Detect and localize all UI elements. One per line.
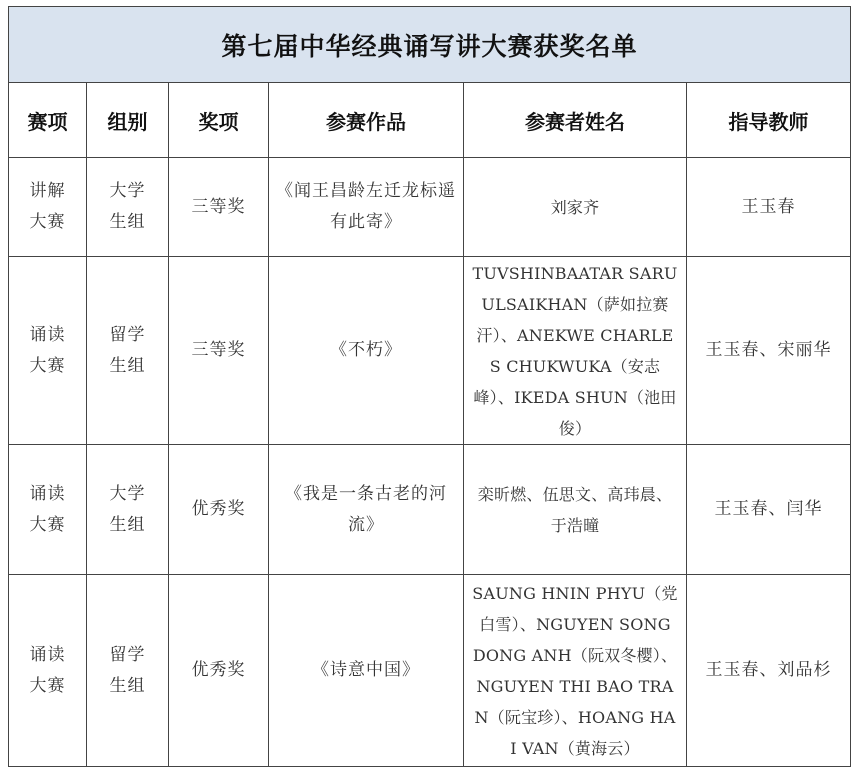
work-cell	[269, 445, 464, 575]
work-cell	[269, 257, 464, 445]
award-cell	[169, 445, 269, 575]
participants-text: 栾昕燃、伍思文、高玮晨、于浩曈	[477, 484, 673, 535]
teacher-cell	[687, 158, 851, 257]
column-header-award: 奖项	[169, 83, 269, 158]
award-cell	[169, 575, 269, 767]
table-row	[9, 575, 851, 767]
award-cell	[169, 257, 269, 445]
title-row	[9, 7, 851, 83]
header-row	[9, 83, 851, 158]
table-row	[9, 257, 851, 445]
event-text: 诵读大赛	[29, 483, 66, 535]
award-list-document	[8, 6, 850, 767]
column-header-participants: 参赛者姓名	[464, 83, 687, 158]
event-cell	[9, 257, 87, 445]
participants-cell	[464, 575, 687, 767]
column-header-event: 赛项	[9, 83, 87, 158]
column-header-teacher: 指导教师	[687, 83, 851, 158]
teacher-cell	[687, 575, 851, 767]
event-cell	[9, 575, 87, 767]
group-cell	[87, 158, 169, 257]
event-text: 诵读大赛	[29, 324, 66, 376]
group-text: 留学生组	[109, 644, 146, 696]
award-text: 三等奖	[191, 196, 246, 217]
group-cell	[87, 575, 169, 767]
work-text: 《我是一条古老的河流》	[285, 483, 447, 535]
teacher-cell	[687, 257, 851, 445]
event-cell	[9, 158, 87, 257]
group-text: 大学生组	[109, 181, 146, 232]
work-text: 《诗意中国》	[312, 660, 420, 680]
group-text: 留学生组	[109, 324, 146, 376]
teacher-text: 王玉春	[741, 196, 796, 217]
group-text: 大学生组	[109, 483, 146, 535]
work-cell	[269, 158, 464, 257]
group-cell	[87, 257, 169, 445]
work-text: 《闻王昌龄左迁龙标遥有此寄》	[276, 181, 456, 232]
participants-text: TUVSHINBAATAR SARUULSAIKHAN（萨如拉赛汗）、ANEKWE CHARLES CHUKWUKA（安志峰）、IKEDA SHUN（池田俊）	[472, 263, 678, 438]
award-text: 优秀奖	[191, 660, 246, 680]
table-row	[9, 445, 851, 575]
event-text: 讲解大赛	[29, 181, 66, 232]
participants-cell	[464, 445, 687, 575]
work-text: 《不朽》	[330, 340, 402, 360]
participants-cell	[464, 257, 687, 445]
event-cell	[9, 445, 87, 575]
work-cell	[269, 575, 464, 767]
award-table	[8, 6, 851, 767]
award-text: 三等奖	[191, 340, 246, 360]
group-cell	[87, 445, 169, 575]
participants-text: SAUNG HNIN PHYU（党白雪）、NGUYEN SONG DONG ANH（阮双冬樱）、NGUYEN THI BAO TRAN（阮宝珍）、HOANG HAI VAN（黄海云）	[472, 583, 678, 758]
event-text: 诵读大赛	[29, 644, 66, 696]
table-row	[9, 158, 851, 257]
column-header-group: 组别	[87, 83, 169, 158]
teacher-text: 王玉春、刘品杉	[705, 660, 832, 680]
participants-cell	[464, 158, 687, 257]
teacher-text: 王玉春、宋丽华	[705, 340, 832, 360]
participants-text: 刘家齐	[550, 197, 600, 217]
teacher-cell	[687, 445, 851, 575]
award-cell	[169, 158, 269, 257]
award-text: 优秀奖	[191, 499, 246, 519]
table-title: 第七届中华经典诵写讲大赛获奖名单	[9, 7, 851, 83]
column-header-work: 参赛作品	[269, 83, 464, 158]
teacher-text: 王玉春、闫华	[714, 499, 823, 519]
